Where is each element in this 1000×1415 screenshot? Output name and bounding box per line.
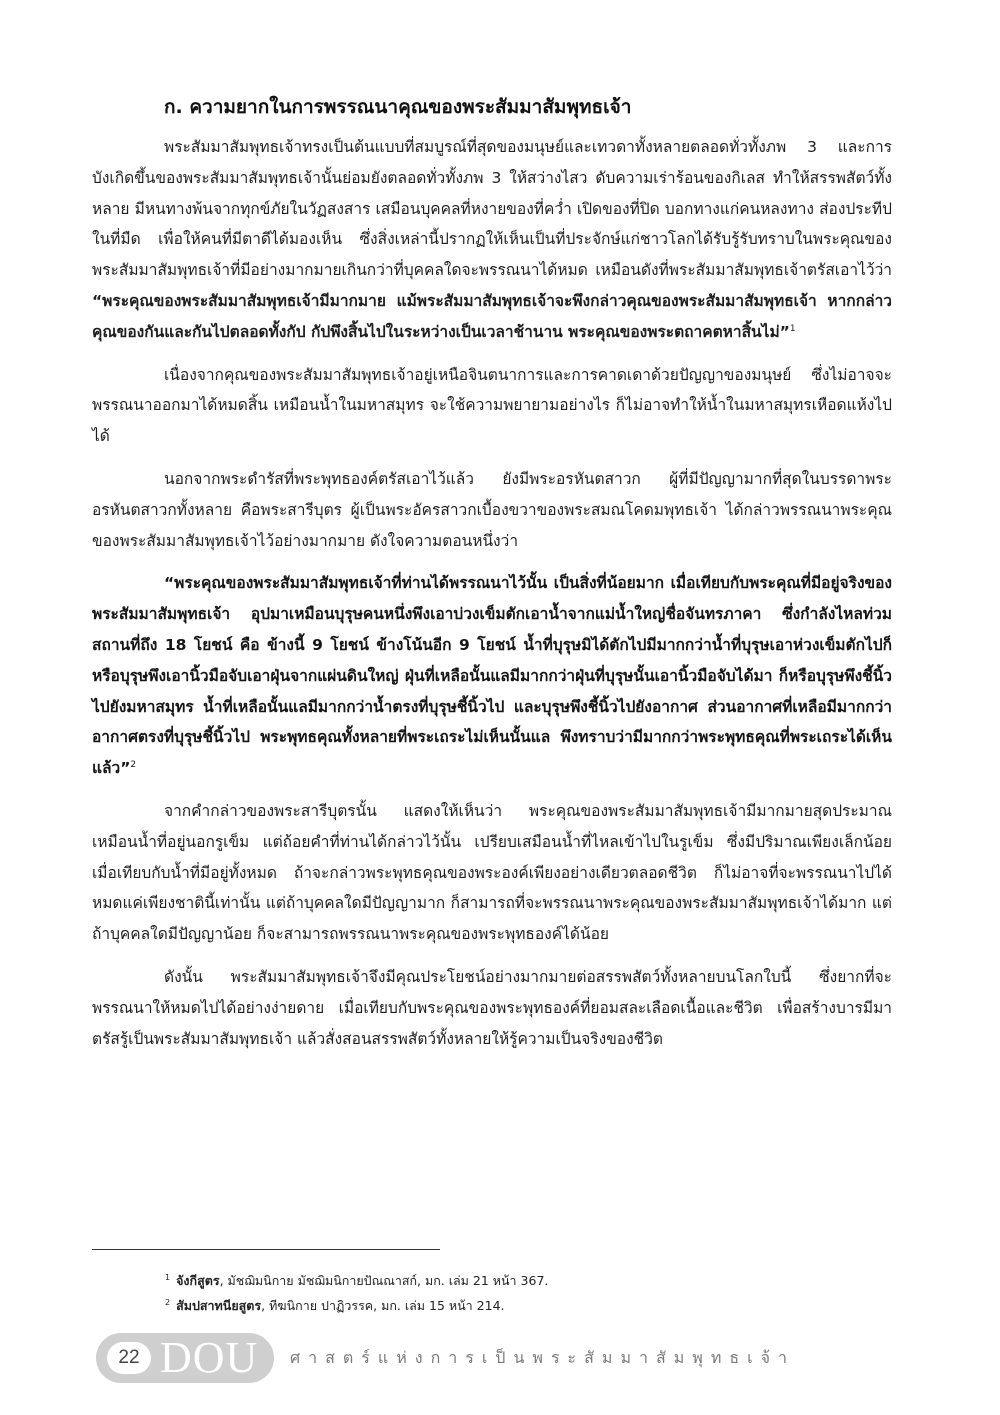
buddha-quote: “พระคุณของพระสัมมาสัมพุทธเจ้ามีมากมาย แม้พระสัมมาสัมพุทธเจ้าจะพึงกล่าวคุณของพระสัมมาสัมพุทธเจ้า หากกล่าวคุณของกันและกันไปตลอดทั้งกัป กัปพึงสิ้นไปในระหว่างเป็นเวลาช้านาน พระคุณของพระตถาคตหาสิ้นไม่”: [92, 291, 892, 341]
sariputta-quote-block: [92, 568, 892, 784]
footnote-2-title: สัมปสาทนียสูตร: [176, 1298, 262, 1313]
paragraph-2: เนื่องจากคุณของพระสัมมาสัมพุทธเจ้าอยู่เหนือจินตนาการและการคาดเดาด้วยปัญญาของมนุษย์ ซึ่งไม่อาจจะพรรณนาออกมาได้หมดสิ้น เหมือนน้ำในมหาสมุทร จะใช้ความพยายามอย่างไร ก็ไม่อาจทำให้น้ำในมหาสมุทรเหือดแห้งไปได้: [92, 365, 892, 446]
running-title: ศาสตร์แห่งการเป็นพระสัมมาสัมพุทธเจ้า: [290, 1348, 795, 1367]
footnote-1-citation: , มัชฌิมนิกาย มัชฌิมนิกายปัณณาสก์, มก. เล่ม 21 หน้า 367.: [219, 1273, 549, 1288]
footnotes: [165, 1268, 865, 1318]
footnote-2: [165, 1293, 865, 1318]
footnote-1-number: 1: [165, 1272, 171, 1282]
paragraph-5: ดังนั้น พระสัมมาสัมพุทธเจ้าจึงมีคุณประโยชน์อย่างมากมายต่อสรรพสัตว์ทั้งหลายบนโลกใบนี้ ซึ่งยากที่จะพรรณนาให้หมดไปได้อย่างง่ายดาย เมื่อเทียบกับพระคุณของพระพุทธองค์ที่ยอมสละเลือดเนื้อและชีวิต เพื่อสร้างบารมีมาตรัสรู้เป็นพระสัมมาสัมพุทธเจ้า แล้วสั่งสอนสรรพสัตว์ทั้งหลายให้รู้ความเป็นจริงของชีวิต: [92, 967, 892, 1048]
footnote-1: [165, 1268, 865, 1293]
section-heading: ก. ความยากในการพรรณนาคุณของพระสัมมาสัมพุทธเจ้า: [164, 96, 632, 118]
paragraph-3: นอกจากพระดำรัสที่พระพุทธองค์ตรัสเอาไว้แล้ว ยังมีพระอรหันตสาวก ผู้ที่มีปัญญามากที่สุดในบรรดาพระอรหันตสาวกทั้งหลาย คือพระสารีบุตร ผู้เป็นพระอัครสาวกเบื้องขวาของพระสมณโคดมพุทธเจ้า ได้กล่าวพรรณนาพระคุณของพระสัมมาสัมพุทธเจ้าไว้อย่างมากมาย ดังใจความตอนหนึ่งว่า: [92, 469, 892, 550]
footnote-divider: [92, 1249, 440, 1250]
dou-logo: DOU: [160, 1333, 259, 1382]
paragraph-1: [92, 132, 892, 348]
main-content: [92, 92, 892, 1066]
quote-block-text: “พระคุณของพระสัมมาสัมพุทธเจ้าที่ท่านได้พรรณนาไว้นั้น เป็นสิ่งที่น้อยมาก เมื่อเทียบกับพระคุณที่มีอยู่จริงของพระสัมมาสัมพุทธเจ้า อุปมาเหมือนบุรุษคนหนึ่งพึงเอาบ่วงเข็มตักเอาน้ำจากแม่น้ำใหญ่ชื่อจันทรภาคา ซึ่งกำลังไหลท่วมสถานที่ถึง 18 โยชน์ คือ ข้างนี้ 9 โยชน์ ข้างโน้นอีก 9 โยชน์ น้ำที่บุรุษมิได้ตักไปมีมากกว่าน้ำที่บุรุษเอาห่วงเข็มตักไปก็หรือบุรุษพึงเอานิ้วมือจับเอาฝุ่นจากแผ่นดินใหญ่ ฝุ่นที่เหลือนั้นแลมีมากกว่าฝุ่นที่บุรุษนั้นเอานิ้วมือจับได้มา ก็หรือบุรุษพึงชี้นิ้วไปยังมหาสมุทร น้ำที่เหลือนั้นแลมีมากกว่าน้ำตรงที่บุรุษชี้นิ้วไป และบุรุษพึงชี้นิ้วไปยังอากาศ ส่วนอากาศที่เหลือมีมากกว่าอากาศตรงที่บุรุษชี้นิ้วไป พระพุทธคุณทั้งหลายที่พระเถระไม่เห็นนั้นแล พึงทราบว่ามีมากกว่าพระพุทธคุณที่พระเถระได้เห็นแล้ว”: [92, 574, 892, 778]
page-footer: [96, 1333, 916, 1383]
paragraph-4: จากคำกล่าวของพระสารีบุตรนั้น แสดงให้เห็นว่า พระคุณของพระสัมมาสัมพุทธเจ้ามีมากมายสุดประมาณ เหมือนน้ำที่อยู่นอกรูเข็ม แต่ถ้อยคำที่ท่านได้กล่าวไว้นั้น เปรียบเสมือนน้ำที่ไหลเข้าไปในรูเข็ม ซึ่งมีปริมาณเพียงเล็กน้อย เมื่อเทียบกับน้ำที่มีอยู่ทั้งหมด ถ้าจะกล่าวพระพุทธคุณของพระองค์เพียงอย่างเดียวตลอดชีวิต ก็ไม่อาจที่จะพรรณนาไปได้หมดแค่เพียงชาตินี้เท่านั้น แต่ถ้าบุคคลใดมีปัญญามาก ก็สามารถที่จะพรรณนาพระคุณของพระสัมมาสัมพุทธเจ้าได้มาก แต่ถ้าบุคคลใดมีปัญญาน้อย ก็จะสามารถพรรณนาพระคุณของพระพุทธองค์ได้น้อย: [92, 801, 892, 944]
page-number: 22: [107, 1342, 151, 1374]
paragraph-1-text: พระสัมมาสัมพุทธเจ้าทรงเป็นต้นแบบที่สมบูรณ์ที่สุดของมนุษย์และเทวดาทั้งหลายตลอดทั่วทั้งภพ 3 และการบังเกิดขึ้นของพระสัมมาสัมพุทธเจ้านั้นย่อมยังตลอดทั่วทั้งภพ 3 ให้สว่างไสว ดับความเร่าร้อนของกิเลส ทำให้สรรพสัตว์ทั้งหลาย มีหนทางพ้นจากทุกข์ภัยในวัฏสงสาร เสมือนบุคคลที่หงายของที่คว่ำ เปิดของที่ปิด บอกทางแก่คนหลงทาง ส่องประทีปในที่มืด เพื่อให้คนที่มีตาดีได้มองเห็น ซึ่งสิ่งเหล่านี้ปรากฏให้เห็นเป็นที่ประจักษ์แก่ชาวโลกได้รับรู้รับทราบในพระคุณของพระสัมมาสัมพุทธเจ้าที่มีอย่างมากมายเกินกว่าที่บุคคลใดจะพรรณนาได้หมด เหมือนดังที่พระสัมมาสัมพุทธเจ้าตรัสเอาไว้ว่า: [92, 138, 892, 280]
footnote-ref-2: 2: [130, 759, 137, 770]
footnote-2-number: 2: [165, 1297, 171, 1307]
footnote-1-title: จังกีสูตร: [176, 1273, 220, 1288]
footnote-ref-1: 1: [789, 323, 796, 334]
footnote-2-citation: , ทีฆนิกาย ปาฏิวรรค, มก. เล่ม 15 หน้า 214.: [261, 1298, 505, 1313]
footer-badge: [96, 1333, 274, 1383]
